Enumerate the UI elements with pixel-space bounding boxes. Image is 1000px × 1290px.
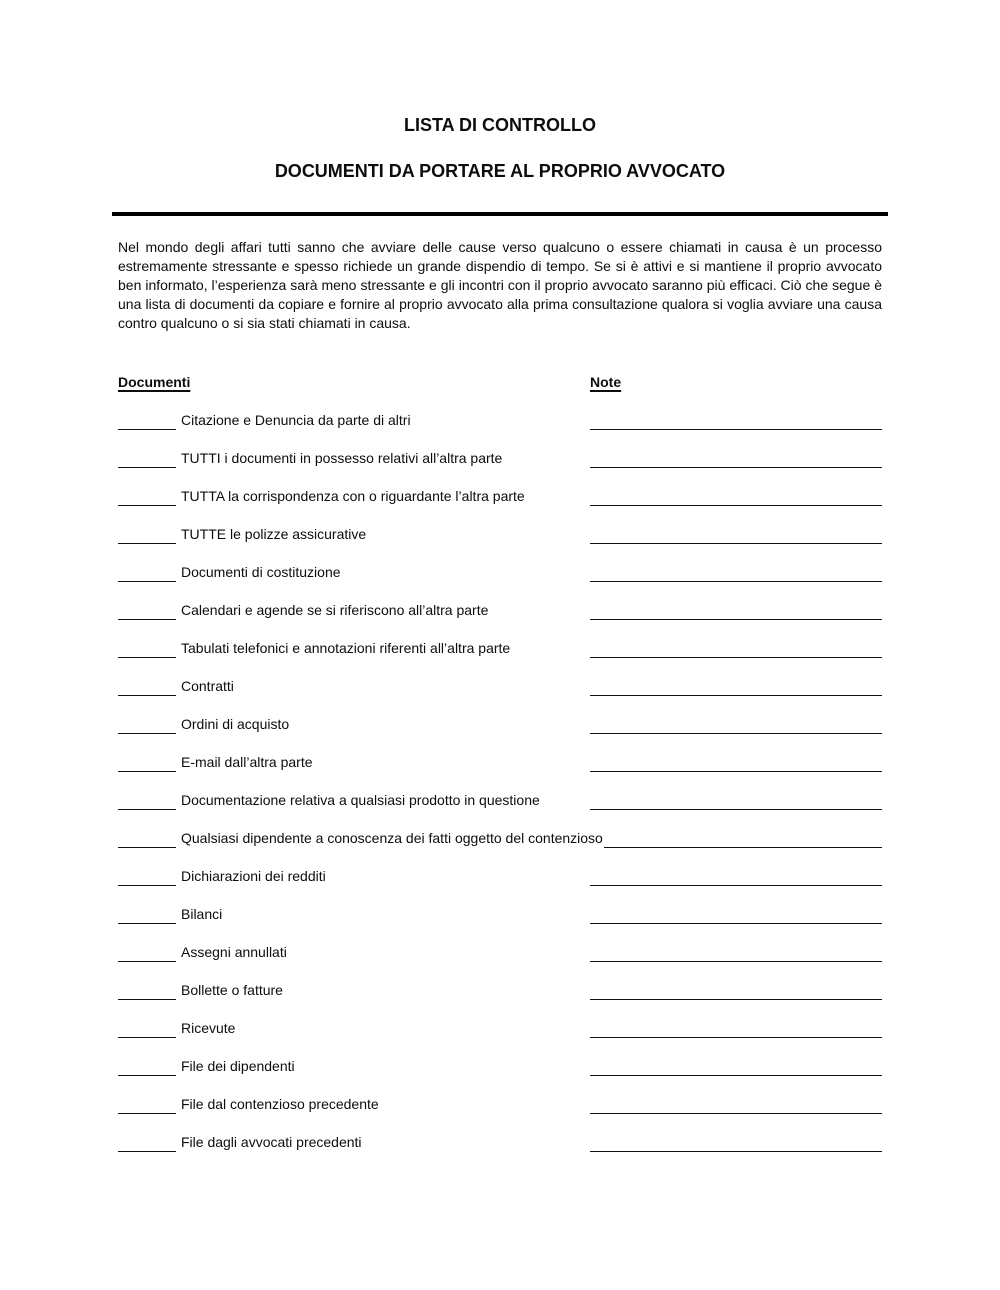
row-lead [118, 563, 590, 582]
row-lead [118, 487, 590, 506]
checklist-row [118, 943, 882, 962]
item-label: Ricevute [181, 1020, 236, 1036]
row-lead [118, 943, 590, 962]
note-blank-line [590, 526, 882, 544]
row-lead [118, 1133, 590, 1152]
row-lead [118, 981, 590, 1000]
row-lead [118, 715, 590, 734]
checklist-row [118, 639, 882, 658]
check-blank-line [118, 564, 176, 582]
item-label: Qualsiasi dipendente a conoscenza dei fatti oggetto del contenzioso [181, 830, 603, 846]
check-blank-line [118, 678, 176, 696]
check-blank-line [118, 1058, 176, 1076]
note-blank-line [590, 906, 882, 924]
item-label: File dagli avvocati precedenti [181, 1134, 362, 1150]
item-label: TUTTE le polizze assicurative [181, 526, 367, 542]
check-blank-line [118, 1020, 176, 1038]
checklist-row [118, 563, 882, 582]
row-lead [118, 1019, 590, 1038]
note-blank-line [590, 1096, 882, 1114]
checklist-row [118, 867, 882, 886]
checklist-row [118, 1095, 882, 1114]
notes-column-header: Note [590, 374, 622, 390]
note-blank-line [590, 944, 882, 962]
row-lead [118, 1057, 590, 1076]
item-label: Tabulati telefonici e annotazioni riferenti all’altra parte [181, 640, 511, 656]
row-lead [118, 449, 590, 468]
check-blank-line [118, 868, 176, 886]
check-blank-line [118, 450, 176, 468]
checklist-row [118, 525, 882, 544]
checklist-row [118, 829, 882, 848]
item-label: File dei dipendenti [181, 1058, 295, 1074]
checklist-row [118, 791, 882, 810]
horizontal-rule [112, 212, 888, 216]
check-blank-line [118, 830, 176, 848]
checklist-row [118, 715, 882, 734]
check-blank-line [118, 792, 176, 810]
item-label: Bollette o fatture [181, 982, 283, 998]
item-label: Citazione e Denuncia da parte di altri [181, 412, 411, 428]
row-lead [118, 791, 590, 810]
check-blank-line [118, 1134, 176, 1152]
item-label: File dal contenzioso precedente [181, 1096, 379, 1112]
note-blank-line [590, 982, 882, 1000]
check-blank-line [118, 716, 176, 734]
note-blank-line [590, 792, 882, 810]
check-blank-line [118, 944, 176, 962]
row-lead [118, 829, 604, 848]
checklist-row [118, 411, 882, 430]
row-lead [118, 411, 590, 430]
row-lead [118, 525, 590, 544]
row-lead [118, 639, 590, 658]
item-label: Documenti di costituzione [181, 564, 341, 580]
item-label: E-mail dall’altra parte [181, 754, 313, 770]
item-label: Documentazione relativa a qualsiasi prodotto in questione [181, 792, 540, 808]
check-blank-line [118, 1096, 176, 1114]
intro-paragraph: Nel mondo degli affari tutti sanno che avviare delle cause verso qualcuno o essere chiamati in causa è un processo estremamente stressante e spesso richiede un grande dispendio di tempo. Se si è attivi e si mantiene il proprio avvocato ben informato, l’esperienza sarà meno stressante e gli incontri con il proprio avvocato saranno più efficaci. Ciò che segue è una lista di documenti da copiare e fornire al proprio avvocato alla prima consultazione qualora si voglia avviare una causa contro qualcuno o si sia stati chiamati in causa. [118, 239, 882, 331]
note-blank-line [590, 450, 882, 468]
documents-column-header: Documenti [118, 374, 191, 390]
note-blank-line [604, 830, 882, 848]
note-blank-line [590, 488, 882, 506]
check-blank-line [118, 488, 176, 506]
document-subtitle: DOCUMENTI DA PORTARE AL PROPRIO AVVOCATO [274, 161, 726, 181]
check-blank-line [118, 526, 176, 544]
note-blank-line [590, 640, 882, 658]
checklist-row [118, 1057, 882, 1076]
item-label: Contratti [181, 678, 234, 694]
check-blank-line [118, 982, 176, 1000]
row-lead [118, 677, 590, 696]
note-blank-line [590, 678, 882, 696]
row-lead [118, 601, 590, 620]
row-lead [118, 753, 590, 772]
checklist-row [118, 1019, 882, 1038]
checklist-row [118, 753, 882, 772]
item-label: Dichiarazioni dei redditi [181, 868, 326, 884]
item-label: TUTTA la corrispondenza con o riguardante l’altra parte [181, 488, 525, 504]
checklist-row [118, 449, 882, 468]
note-blank-line [590, 1020, 882, 1038]
note-blank-line [590, 1134, 882, 1152]
check-blank-line [118, 640, 176, 658]
document-title: LISTA DI CONTROLLO [404, 115, 596, 135]
item-label: Bilanci [181, 906, 223, 922]
item-label: Calendari e agende se si riferiscono all’altra parte [181, 602, 489, 618]
note-blank-line [590, 1058, 882, 1076]
checklist-row [118, 905, 882, 924]
item-label: Assegni annullati [181, 944, 287, 960]
row-lead [118, 905, 590, 924]
checklist-row [118, 677, 882, 696]
note-blank-line [590, 868, 882, 886]
checklist-row [118, 1133, 882, 1152]
item-label: Ordini di acquisto [181, 716, 290, 732]
columns-header [118, 373, 882, 392]
checklist-row [118, 487, 882, 506]
check-blank-line [118, 906, 176, 924]
item-label: TUTTI i documenti in possesso relativi all’altra parte [181, 450, 503, 466]
note-blank-line [590, 602, 882, 620]
check-blank-line [118, 412, 176, 430]
note-blank-line [590, 412, 882, 430]
check-blank-line [118, 754, 176, 772]
row-lead [118, 1095, 590, 1114]
checklist-row [118, 601, 882, 620]
check-blank-line [118, 602, 176, 620]
note-blank-line [590, 754, 882, 772]
row-lead [118, 867, 590, 886]
note-blank-line [590, 564, 882, 582]
checklist-row [118, 981, 882, 1000]
note-blank-line [590, 716, 882, 734]
